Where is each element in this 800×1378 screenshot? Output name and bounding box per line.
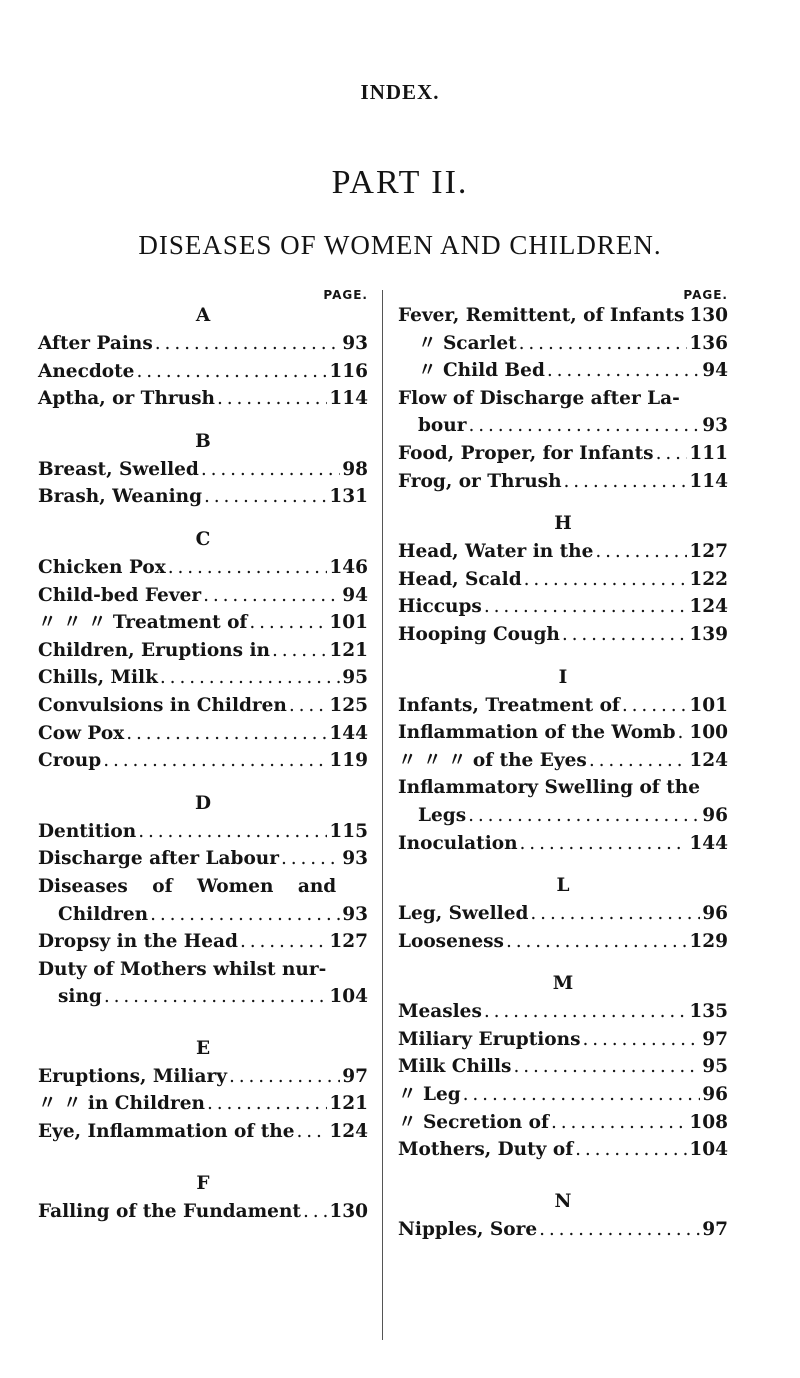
index-entry: Infants, Treatment of . . . 101 — [398, 692, 728, 720]
index-entry: Children . . . 93 — [38, 901, 368, 929]
index-entry: Leg, Swelled . . . 96 — [398, 900, 728, 928]
index-entry: Diseases of Women and — [38, 875, 337, 897]
letter-heading-i: I — [558, 666, 568, 688]
index-entry: Legs . . . 96 — [398, 802, 728, 830]
index-entry: Nipples, Sore . . . 97 — [398, 1216, 728, 1244]
index-entry: Head, Scald . . . 122 — [398, 566, 728, 594]
column-divider — [382, 290, 383, 1340]
index-entry: Convulsions in Children . . . 125 — [38, 692, 368, 720]
index-entry: Child-bed Fever . . . 94 — [38, 582, 368, 610]
letter-heading-d: D — [194, 792, 212, 814]
index-entry: Croup . . . 119 — [38, 747, 368, 775]
index-entry: Dentition . . . 115 — [38, 818, 368, 846]
page-column-label: PAGE. — [323, 288, 368, 302]
index-entry: Measles . . . 135 — [398, 998, 728, 1026]
index-entry: Dropsy in the Head . . . 127 — [38, 928, 368, 956]
letter-heading-c: C — [195, 528, 211, 550]
index-entry: sing . . . 104 — [38, 983, 368, 1011]
letter-heading-a: A — [195, 305, 211, 326]
index-entry: Mothers, Duty of . . . 104 — [398, 1136, 728, 1164]
index-entry: Duty of Mothers whilst nur- — [38, 958, 327, 980]
index-entry: 〃 Leg . . . 96 — [398, 1081, 728, 1109]
index-entry: 〃 Child Bed . . . 94 — [398, 357, 728, 385]
index-entry: 〃 Scarlet . . . 136 — [398, 330, 728, 358]
index-entry: Aptha, or Thrush . . . 114 — [38, 385, 368, 413]
index-entry: Head, Water in the . . . 127 — [398, 538, 728, 566]
index-entry: Discharge after Labour . . . 93 — [38, 845, 368, 873]
index-entry: Eye, Inflammation of the . . . 124 — [38, 1118, 368, 1146]
part-heading: PART II. — [331, 164, 469, 201]
index-entry: Eruptions, Miliary . . . 97 — [38, 1063, 368, 1091]
index-entry: Chills, Milk . . . 95 — [38, 664, 368, 692]
index-entry: Brash, Weaning . . . 131 — [38, 483, 368, 511]
letter-heading-e: E — [195, 1037, 211, 1059]
index-entry: Miliary Eruptions . . . 97 — [398, 1026, 728, 1054]
letter-heading-h: H — [554, 513, 572, 535]
index-entry: Inflammatory Swelling of the — [398, 777, 700, 799]
right-column — [398, 288, 728, 1243]
letter-heading-l: L — [556, 875, 570, 897]
index-entry: 〃 〃 〃 Treatment of . . . 101 — [38, 609, 368, 637]
index-entry: Inoculation . . . 144 — [398, 830, 728, 858]
index-entry: 〃 〃 in Children . . . 121 — [38, 1090, 368, 1118]
index-entry: Flow of Discharge after La- — [398, 387, 680, 409]
index-entry: 〃 Secretion of . . . 108 — [398, 1109, 728, 1137]
page-column-label: PAGE. — [683, 288, 728, 302]
index-entry: bour . . . 93 — [398, 412, 728, 440]
letter-heading-n: N — [554, 1190, 572, 1212]
index-entry: Looseness . . . 129 — [398, 928, 728, 956]
index-entry: Cow Pox . . . 144 — [38, 720, 368, 748]
left-column — [38, 288, 368, 1225]
index-entry: Hiccups . . . 124 — [398, 593, 728, 621]
letter-heading-b: B — [195, 430, 211, 452]
index-entry: Inflammation of the Womb . . . 100 — [398, 719, 728, 747]
section-title: DISEASES OF WOMEN AND CHILDREN. — [138, 230, 662, 260]
index-entry: Milk Chills . . . 95 — [398, 1053, 728, 1081]
index-entry: Children, Eruptions in . . . 121 — [38, 637, 368, 665]
index-entry: Hooping Cough . . . 139 — [398, 621, 728, 649]
index-header: INDEX. — [360, 80, 440, 104]
index-entry: Falling of the Fundament . . . 130 — [38, 1198, 368, 1226]
index-entry: After Pains . . . 93 — [38, 330, 368, 358]
letter-heading-m: M — [552, 973, 574, 995]
index-entry: Anecdote . . . 116 — [38, 358, 368, 386]
index-entry: Food, Proper, for Infants . . . 111 — [398, 440, 728, 468]
index-entry: Breast, Swelled . . . 98 — [38, 456, 368, 484]
index-entry: Chicken Pox . . . 146 — [38, 554, 368, 582]
index-entry: Frog, or Thrush . . . 114 — [398, 468, 728, 496]
index-entry: 〃 〃 〃 of the Eyes . . . 124 — [398, 747, 728, 775]
letter-heading-f: F — [196, 1172, 210, 1194]
index-entry: Fever, Remittent, of Infants . . . 130 — [398, 302, 728, 330]
